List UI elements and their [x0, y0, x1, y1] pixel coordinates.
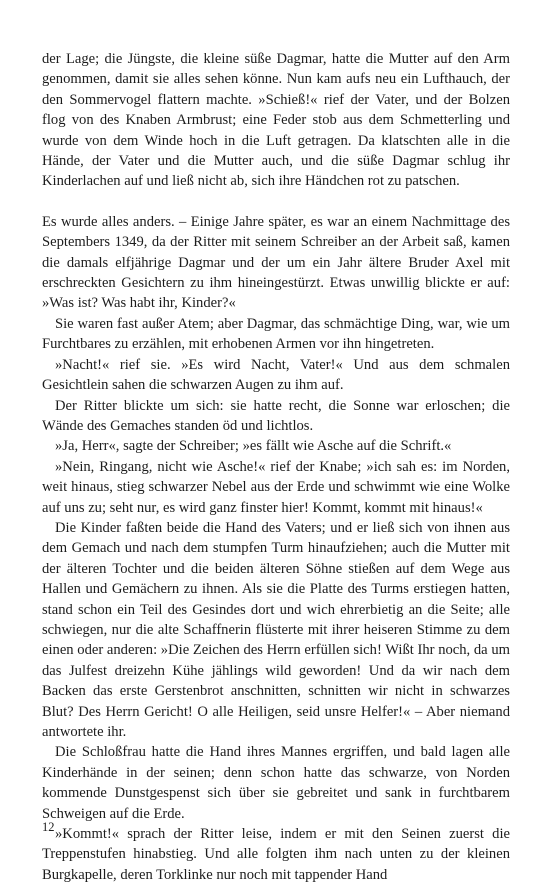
page-number: 12 — [42, 820, 55, 834]
paragraph: »Kommt!« sprach der Ritter leise, indem er mit den Seinen zuerst die Treppenstufen hinabstieg. Und alle folgten ihm nach unten zu der kleinen Burgkapelle, deren Torklinke nur noch mit tappender Hand — [42, 826, 510, 883]
paragraph-continuation: der Lage; die Jüngste, die kleine süße Dagmar, hatte die Mutter auf den Arm genommen, damit sie alles sehen könne. Nun kam aufs neu ein Lufthauch, der den Sommervogel flattern machte. »Schieß!« rief der Vater, und der Bolzen flog von des Knaben Armbrust; eine Feder stob aus dem Schmetterling und wurde von dem Winde hoch in die Luft getragen. Da klatschten alle in die Hände, der Vater und die Mutter auch, und die süße Dagmar schlug ihr Kinderlachen auf und ließ nicht ab, sich ihre Händchen rot zu patschen. — [42, 51, 510, 190]
paragraph: Die Kinder faßten beide die Hand des Vaters; und er ließ sich von ihnen aus dem Gemach und nach dem stumpfen Turm hinaufziehen; auch die Mutter mit der älteren Tochter und die beiden älteren Söhne stießen auf dem Wege aus Hallen und Gemächern zu ihnen. Als sie die Platte des Turms erstiegen hatten, stand schon ein Teil des Gesindes dort und wich ehrerbietig an die Seite; alle schwiegen, nur die alte Schaffnerin flüsterte mit ihrer heiseren Stimme zu dem einen oder anderen: »Die Zeichen des Herrn erfüllen sich! Wißt Ihr noch, da um das Julfest dreizehn Kühe jählings wild geworden! Und da wir nach dem Backen das erste Gerstenbrot anschnitten, schnitten wir nicht in schwarzes Blut? Des Herrn Gericht! O alle Heiligen, seid unsre Helfer!« – Aber niemand antwortete ihr. — [42, 519, 510, 740]
page-body — [42, 49, 510, 885]
paragraph: Sie waren fast außer Atem; aber Dagmar, das schmächtige Ding, war, wie um Furchtbares zu erzählen, mit erhobenen Armen vor ihn hingetreten. — [42, 315, 510, 353]
paragraph: »Nein, Ringang, nicht wie Asche!« rief der Knabe; »ich sah es: im Norden, weit hinaus, stieg schwarzer Nebel aus der Erde und schwimmt wie eine Wolke auf uns zu; seht nur, es wird ganz finster hier! Kommt, kommt mit hinaus!« — [42, 458, 510, 516]
paragraph: Der Ritter blickte um sich: sie hatte recht, die Sonne war erloschen; die Wände des Gemaches standen öd und lichtlos. — [42, 397, 510, 434]
paragraph-section-start: Es wurde alles anders. – Einige Jahre später, es war an einem Nachmittage des Septembers 1349, da der Ritter mit seinem Schreiber an der Arbeit saß, kamen die damals elfjährige Dagmar und der um ein Jahr ältere Bruder Axel mit erschreckten Gesichtern zu ihm hineingestürzt. Etwas unwillig blickte er auf: »Was ist? Was habt ihr, Kinder?« — [42, 213, 510, 312]
paragraph: »Nacht!« rief sie. »Es wird Nacht, Vater!« Und aus dem schmalen Gesichtlein sahen die schwarzen Augen zu ihm auf. — [42, 356, 510, 394]
paragraph: »Ja, Herr«, sagte der Schreiber; »es fällt wie Asche auf die Schrift.« — [55, 438, 452, 455]
paragraph: Die Schloßfrau hatte die Hand ihres Mannes ergriffen, und bald lagen alle Kinderhände in der seinen; denn schon hatte das schwarze, von Norden kommende Dunstgespenst sich über sie gebreitet und sank in furchtbarem Schweigen auf die Erde. — [42, 744, 510, 822]
